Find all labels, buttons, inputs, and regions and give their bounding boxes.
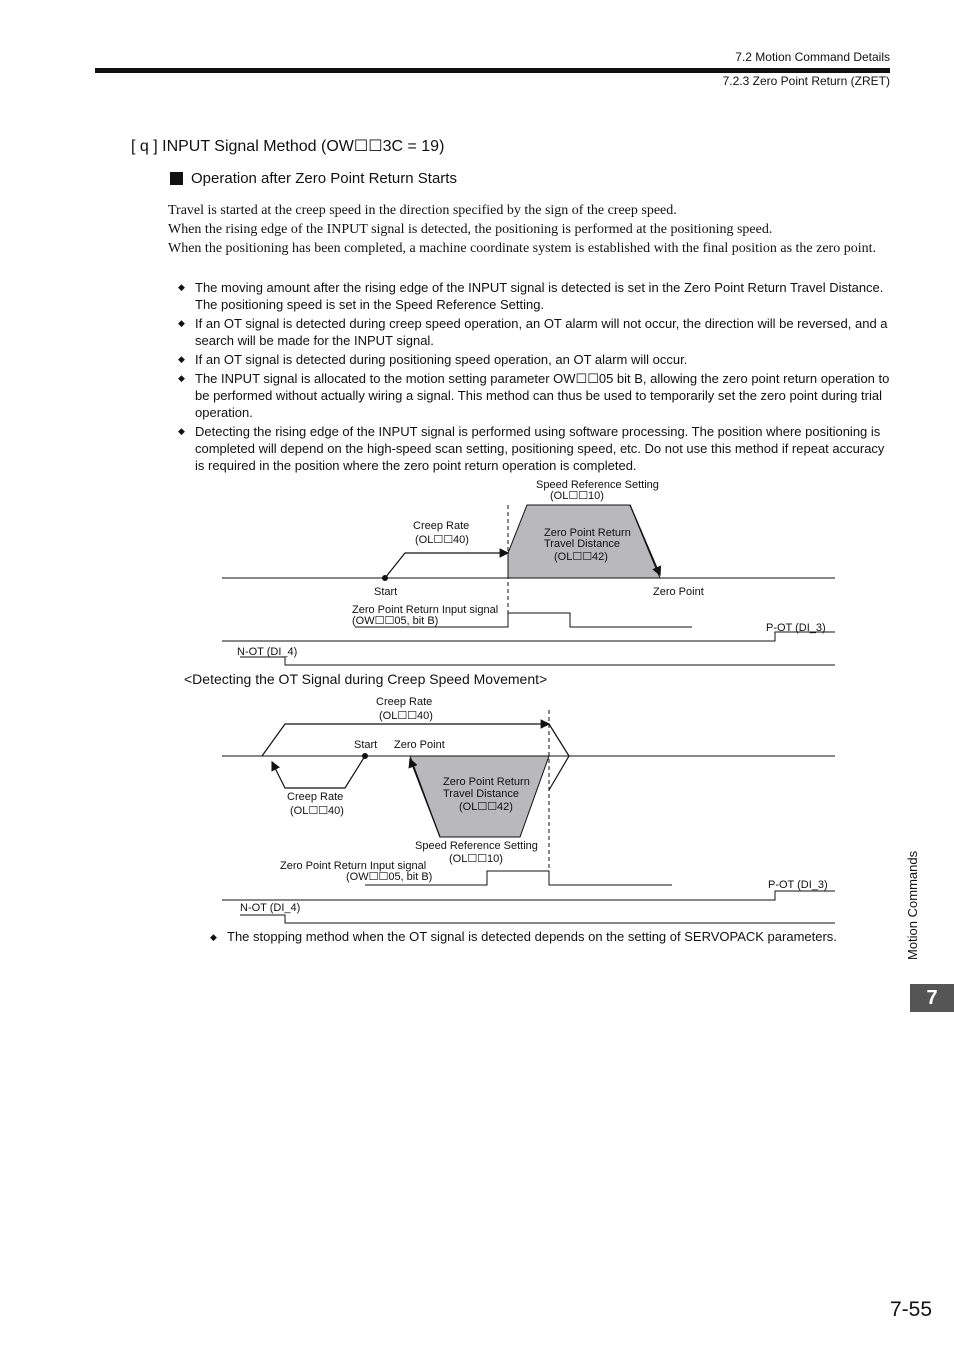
- chapter-tab: 7: [910, 984, 954, 1012]
- input-signal-label: Zero Point Return Input signal: [280, 860, 427, 872]
- square-bullet-icon: [170, 172, 183, 185]
- creep-rate-top-label: Creep Rate: [376, 696, 433, 708]
- creep-rate-top-register: (OL☐☐40): [379, 710, 433, 722]
- zero-point-return-diagram: [0, 475, 954, 675]
- input-signal-register: (OW☐☐05, bit B): [346, 871, 433, 883]
- paragraph: When the positioning has been completed, a machine coordinate system is established with the final position as the zero point.: [168, 241, 876, 256]
- travel-distance-label-2: Travel Distance: [544, 538, 621, 550]
- diamond-bullet-icon: ◆: [178, 426, 185, 436]
- diamond-bullet-icon: ◆: [210, 932, 217, 942]
- header-subsection: 7.2.3 Zero Point Return (ZRET): [722, 74, 890, 88]
- diamond-bullet-icon: ◆: [178, 282, 185, 292]
- travel-distance-register: (OL☐☐42): [554, 551, 608, 563]
- header-section: 7.2 Motion Command Details: [735, 50, 890, 64]
- input-signal-label: Zero Point Return Input signal: [352, 604, 499, 616]
- creep-rate-label: Creep Rate: [413, 520, 470, 532]
- paragraph: Travel is started at the creep speed in the direction specified by the sign of the creep speed.: [168, 203, 677, 218]
- speed-ref-label: Speed Reference Setting: [415, 840, 538, 852]
- subheading-text: Operation after Zero Point Return Starts: [191, 170, 457, 187]
- page-number: 7-55: [889, 1298, 932, 1321]
- diagram-caption: <Detecting the OT Signal during Creep Speed Movement>: [184, 671, 548, 687]
- start-point-marker: [362, 753, 368, 759]
- not-label: N-OT (DI_4): [237, 646, 298, 658]
- start-point-marker: [382, 575, 388, 581]
- note-text: The stopping method when the OT signal is detected depends on the setting of SERVOPACK parameters.: [227, 929, 837, 944]
- creep-speed-line: [385, 553, 508, 578]
- pot-signal-waveform: [222, 891, 835, 900]
- speed-ref-label: Speed Reference Setting: [536, 479, 659, 491]
- side-chapter-label: Motion Commands: [905, 850, 920, 960]
- speed-ref-register: (OL☐☐10): [550, 490, 604, 502]
- speed-ref-register: (OL☐☐10): [449, 853, 503, 865]
- list-item: ◆ The moving amount after the rising edge of the INPUT signal is detected is set in the Zero Point Return Travel Distance. The positioning speed is set in the Speed Reference Setting.: [178, 280, 884, 312]
- creep-rate-bottom-label: Creep Rate: [287, 791, 344, 803]
- list-item: ◆ The INPUT signal is allocated to the motion setting parameter OW☐☐05 bit B, allowing the zero point return operation to be performed without actually wiring a signal. This method can thus be used to temporarily set the zero point during trial operation.: [178, 371, 890, 420]
- pot-label: P-OT (DI_3): [766, 622, 826, 634]
- creep-rate-register: (OL☐☐40): [415, 534, 469, 546]
- ot-detection-diagram: [0, 690, 954, 925]
- list-item: ◆ If an OT signal is detected during positioning speed operation, an OT alarm will occur.: [178, 352, 688, 367]
- body-text: [168, 201, 888, 258]
- travel-distance-label-1: Zero Point Return: [443, 776, 530, 788]
- note-item: [210, 929, 890, 946]
- zero-point-label: Zero Point: [653, 586, 704, 598]
- reverse-creep-line: [272, 756, 365, 788]
- list-item: ◆ Detecting the rising edge of the INPUT signal is performed using software processing. The position where positioning is completed will depend on the high-speed scan setting, positioning speed, etc. Do not use this method if repeat accuracy is required in the position where the zero point return operation is completed.: [178, 424, 885, 473]
- paragraph: When the rising edge of the INPUT signal is detected, the positioning is performed at the positioning speed.: [168, 222, 773, 237]
- diamond-bullet-icon: ◆: [178, 354, 185, 364]
- not-signal-waveform: [240, 657, 835, 665]
- not-label: N-OT (DI_4): [240, 902, 301, 914]
- bullet-list: [178, 279, 890, 476]
- pot-label: P-OT (DI_3): [768, 879, 828, 891]
- travel-distance-label-2: Travel Distance: [443, 788, 520, 800]
- creep-rate-bottom-register: (OL☐☐40): [290, 805, 344, 817]
- zero-point-label: Zero Point: [394, 739, 445, 751]
- diamond-bullet-icon: ◆: [178, 373, 185, 383]
- pot-signal-waveform: [222, 632, 835, 641]
- list-item: ◆ If an OT signal is detected during creep speed operation, an OT alarm will not occur, the direction will be reversed, and a search will be made for the INPUT signal.: [178, 316, 888, 348]
- decel-line: [549, 724, 569, 756]
- diamond-bullet-icon: ◆: [178, 318, 185, 328]
- travel-distance-register: (OL☐☐42): [459, 801, 513, 813]
- start-label: Start: [374, 586, 398, 598]
- subheading: [170, 170, 457, 187]
- reverse-line: [549, 756, 569, 790]
- start-label: Start: [354, 739, 378, 751]
- travel-distance-label-1: Zero Point Return: [544, 527, 631, 539]
- header-rule: [95, 68, 890, 73]
- not-signal-waveform: [240, 915, 835, 923]
- section-title: [ q ] INPUT Signal Method (OW☐☐3C = 19): [131, 138, 445, 155]
- input-signal-register: (OW☐☐05, bit B): [352, 615, 439, 627]
